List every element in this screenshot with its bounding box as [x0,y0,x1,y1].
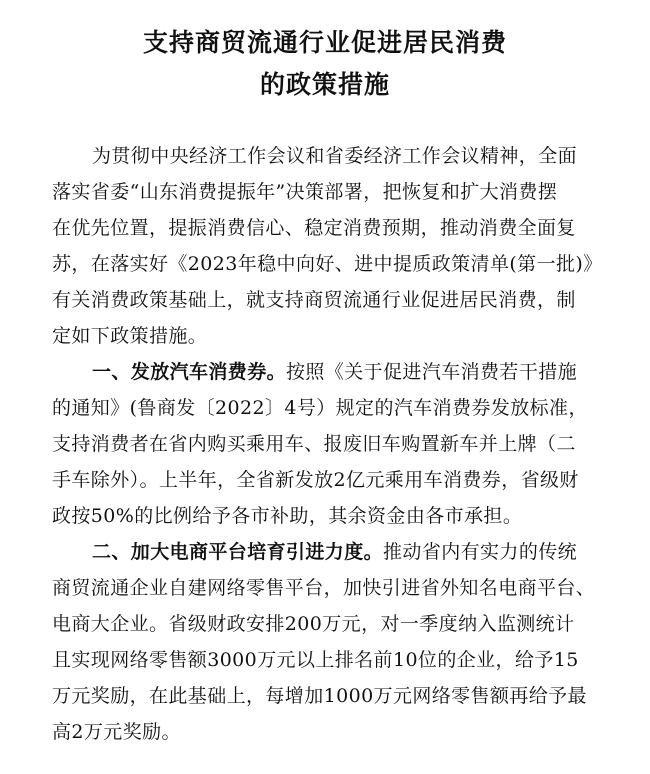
section-2-text: 推动省内有实力的传统 [383,541,578,563]
intro-line: 落实省委“山东消费提振年”决策部署，把恢复和扩大消费摆 [52,181,558,203]
section-1-line: 手车除外）。上半年，全省新发放2亿元乘用车消费券，省级财 [52,469,579,491]
section-2-first-line [92,539,577,565]
section-2-heading: 二、加大电商平台培育引进力度。 [92,541,384,563]
document-title-line-1: 支持商贸流通行业促进居民消费 [142,28,507,57]
section-2-line: 且实现网络零售额3000万元以上排名前10位的企业，给予15 [52,649,579,671]
intro-line: 为贯彻中央经济工作会议和省委经济工作会议精神，全面 [92,145,578,167]
section-1-line: 支持消费者在省内购买乘用车、报废旧车购置新车并上牌（二 [52,433,576,455]
intro-line: 苏，在落实好《2023年稳中向好、进中提质政策清单(第一批)》 [52,253,603,275]
section-2-line: 商贸流通企业自建网络零售平台，加快引进省外知名电商平台、 [52,577,596,599]
document-title-line-2: 的政策措施 [259,70,390,99]
section-2-line: 万元奖励，在此基础上，每增加1000万元网络零售额再给予最 [52,685,587,707]
section-1-line: 的通知》(鲁商发〔2022〕4号）规定的汽车消费券发放标准， [52,397,588,419]
section-1-line: 政按50%的比例给予各市补助，其余资金由各市承担。 [52,505,523,527]
intro-line: 有关消费政策基础上，就支持商贸流通行业促进居民消费，制 [52,289,576,311]
section-2-line: 电商大企业。省级财政安排200万元，对一季度纳入监测统计 [52,613,575,635]
section-1-heading: 一、发放汽车消费券。 [92,361,287,383]
section-1-text: 按照《关于促进汽车消费若干措施 [286,361,578,383]
intro-line: 在优先位置，提振消费信心、稳定消费预期，推动消费全面复 [52,217,576,239]
intro-line: 定如下政策措施。 [52,325,208,347]
section-2-line: 高2万元奖励。 [52,721,181,743]
section-1-first-line [92,359,577,385]
